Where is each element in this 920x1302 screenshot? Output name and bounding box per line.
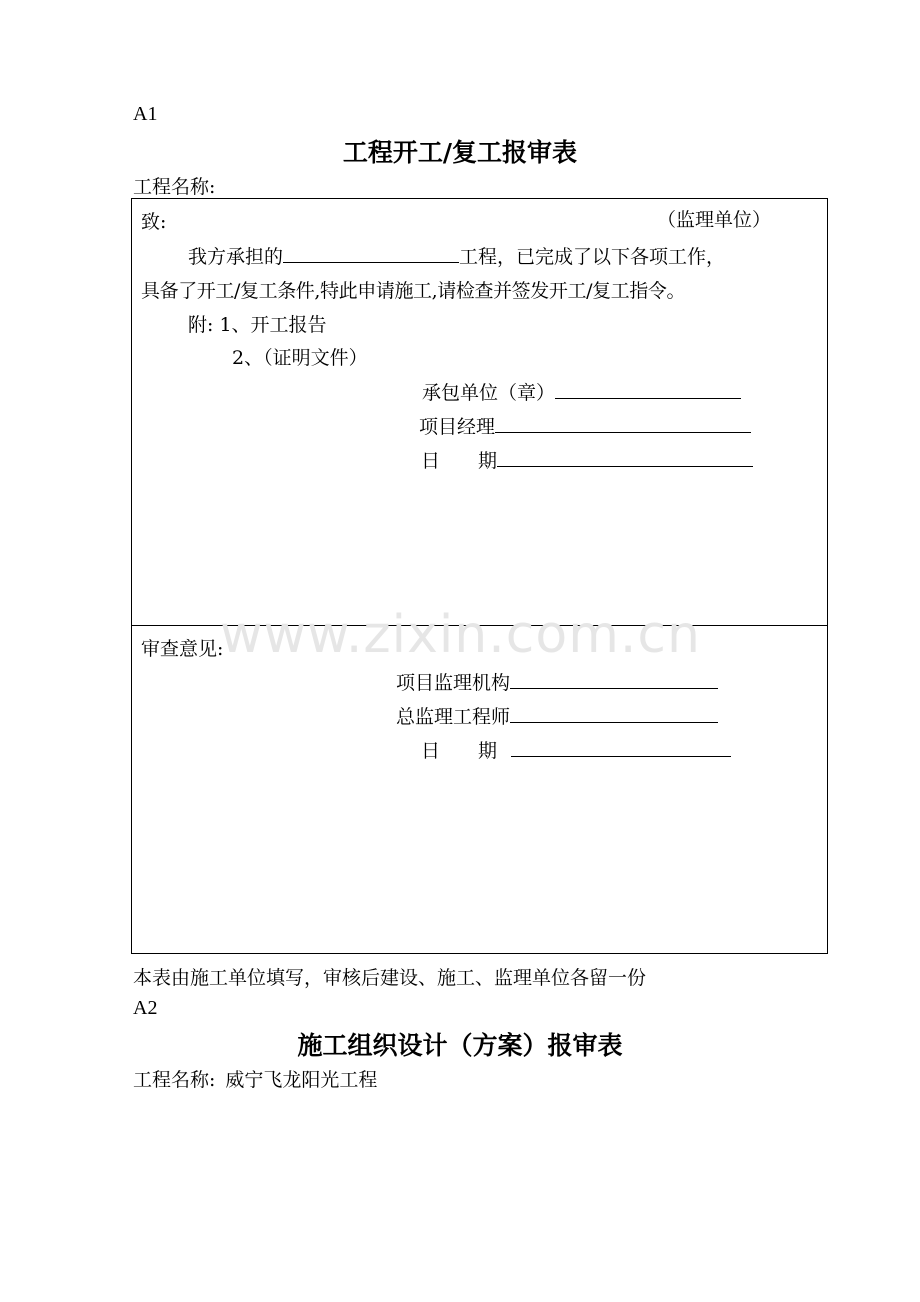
review-label: 审查意见: <box>141 638 224 660</box>
date-row <box>421 446 753 473</box>
attachment-2: 2、（证明文件） <box>232 347 368 369</box>
supervisor-unit-label: （监理单位） <box>657 209 772 231</box>
form-title-a2: 施工组织设计（方案）报审表 <box>297 1031 623 1060</box>
chief-engineer-fill-line[interactable] <box>510 702 718 723</box>
body-suffix: 工程，已完成了以下各项工作， <box>459 246 726 268</box>
contractor-label: 承包单位（章） <box>422 382 556 404</box>
to-label: 致: <box>141 211 167 233</box>
chief-engineer-label: 总监理工程师 <box>396 706 511 728</box>
project-name-value-a2: 威宁飞龙阳光工程 <box>225 1069 378 1091</box>
footnote: 本表由施工单位填写，审核后建设、施工、监理单位各留一份 <box>133 967 647 989</box>
watermark: www.zixin.com.cn <box>220 605 701 665</box>
body-line-2: 具备了开工/复工条件,特此申请施工,请检查并签发开工/复工指令。 <box>141 280 686 302</box>
date-fill-line[interactable] <box>497 446 753 467</box>
project-name-row-a2 <box>133 1065 377 1092</box>
review-date-row <box>421 736 731 763</box>
contractor-fill-line[interactable] <box>555 378 741 399</box>
project-name-label-a1: 工程名称: <box>133 176 216 198</box>
supervision-org-fill-line[interactable] <box>510 668 718 689</box>
body-line-1 <box>188 242 725 269</box>
manager-fill-line[interactable] <box>495 412 751 433</box>
chief-engineer-row <box>396 702 718 729</box>
form-code-a1: A1 <box>133 103 158 125</box>
form-title-a1: 工程开工/复工报审表 <box>342 138 578 167</box>
project-name-label-a2: 工程名称: <box>133 1069 216 1091</box>
supervision-org-row <box>396 668 718 695</box>
form-code-a2: A2 <box>133 997 158 1019</box>
review-date-label: 日 期 <box>421 740 498 762</box>
body-prefix: 我方承担的 <box>188 246 284 268</box>
supervision-org-label: 项目监理机构 <box>396 672 511 694</box>
manager-label: 项目经理 <box>419 416 496 438</box>
contractor-row <box>422 378 741 405</box>
manager-row <box>419 412 751 439</box>
project-fill-line[interactable] <box>283 242 459 263</box>
date-label: 日 期 <box>421 450 498 472</box>
review-date-fill-line[interactable] <box>511 736 731 757</box>
attachment-1: 附: 1、开工报告 <box>188 314 327 336</box>
